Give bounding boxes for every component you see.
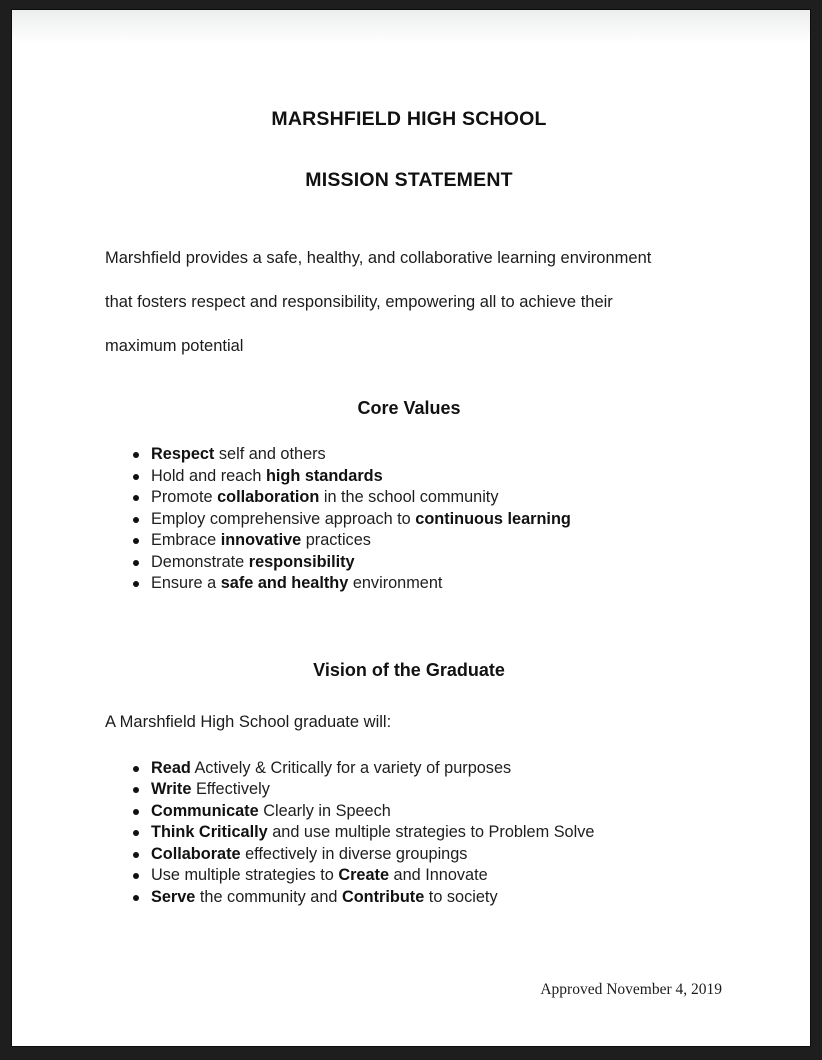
list-item: Demonstrate responsibility xyxy=(133,552,810,574)
list-item: Write Effectively xyxy=(133,779,810,801)
mission-statement-line: that fosters respect and responsibility, empowering all to achieve their xyxy=(105,293,613,311)
vision-lead-wrap xyxy=(12,681,810,732)
list-item: Think Critically and use multiple strategies to Problem Solve xyxy=(133,822,810,844)
page-title-school: MARSHFIELD HIGH SCHOOL xyxy=(271,108,547,130)
list-item: Promote collaboration in the school community xyxy=(133,487,810,509)
list-item: Use multiple strategies to Create and Innovate xyxy=(133,865,810,887)
vision-heading-wrap xyxy=(12,595,810,681)
core-values-heading: Core Values xyxy=(357,398,461,418)
document-page xyxy=(12,10,810,1046)
mission-statement-block xyxy=(12,192,810,368)
vision-lead-in: A Marshfield High School graduate will: xyxy=(105,712,392,731)
vision-list-wrap xyxy=(12,732,810,909)
list-item: Embrace innovative practices xyxy=(133,530,810,552)
list-item: Collaborate effectively in diverse groupings xyxy=(133,844,810,866)
page-title-mission: MISSION STATEMENT xyxy=(305,169,513,191)
list-item: Employ comprehensive approach to continuous learning xyxy=(133,509,810,531)
core-values-list xyxy=(12,444,810,595)
title-block-school xyxy=(12,10,810,131)
mission-statement-line: Marshfield provides a safe, healthy, and collaborative learning environment xyxy=(105,249,652,267)
list-item: Respect self and others xyxy=(133,444,810,466)
document-content xyxy=(12,10,810,999)
list-item: Communicate Clearly in Speech xyxy=(133,801,810,823)
approval-date: Approved November 4, 2019 xyxy=(540,981,722,998)
vision-list xyxy=(12,758,810,909)
mission-statement-line: maximum potential xyxy=(105,337,244,355)
vision-heading: Vision of the Graduate xyxy=(313,659,505,680)
title-block-mission xyxy=(12,131,810,192)
core-values-list-wrap xyxy=(12,419,810,595)
list-item: Read Actively & Critically for a variety of purposes xyxy=(133,758,810,780)
list-item: Serve the community and Contribute to society xyxy=(133,887,810,909)
list-item: Ensure a safe and healthy environment xyxy=(133,573,810,595)
list-item: Hold and reach high standards xyxy=(133,466,810,488)
core-values-heading-wrap xyxy=(12,368,810,419)
